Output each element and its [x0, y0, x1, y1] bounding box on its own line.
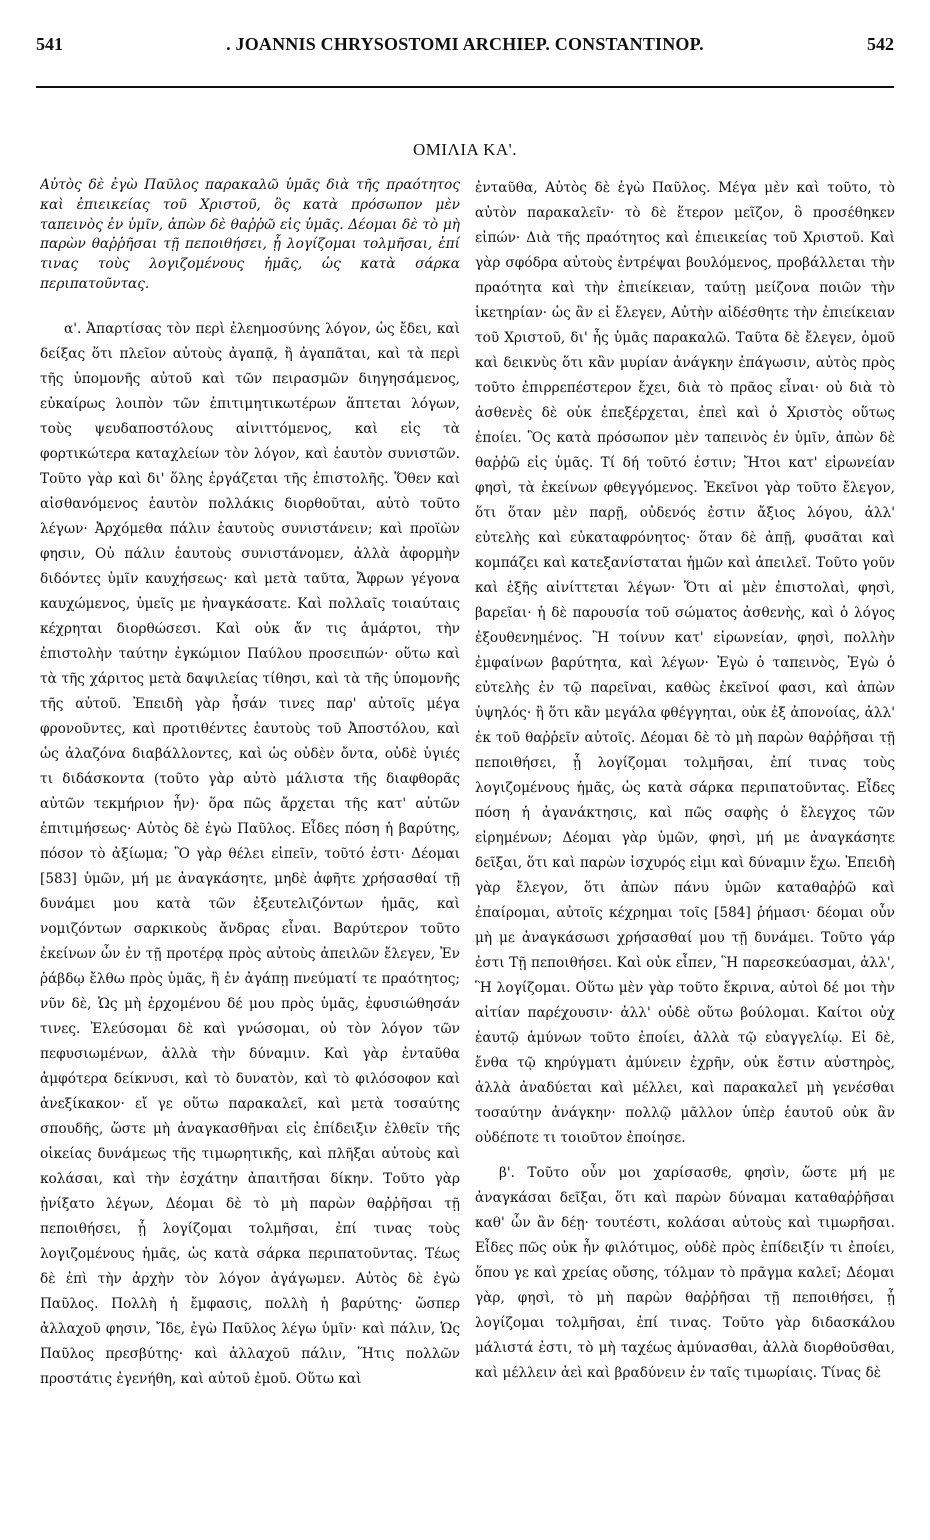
scripture-lemma: Αὐτὸς δὲ ἐγὼ Παῦλος παρακαλῶ ὑμᾶς διὰ τῆς πραότητος καὶ ἐπιεικείας τοῦ Χριστοῦ, ὃς κατὰ πρόσωπον μὲν ταπεινὸς ἐν ὑμῖν, ἀπὼν δὲ θαῤῥῶ εἰς ὑμᾶς. Δέομαι δὲ τὸ μὴ παρὼν θαῤῥῆσαι τῇ πεποιθήσει, ᾗ λογίζομαι τολμῆσαι, ἐπί τινας τοὺς λογιζομένους ἡμᾶς, ὡς κατὰ σάρκα περιπατοῦντας.	[40, 177, 460, 292]
commentary-paragraph: β'. Τοῦτο οὖν μοι χαρίσασθε, φησὶν, ὥστε μή με ἀναγκάσαι δεῖξαι, ὅτι καὶ παρὼν δύναμαι καταθαῤῥῆσαι καθ' ὧν ἂν δέῃ· τουτέστι, κολάσαι αὐτοὺς καὶ τιμωρῆσαι. Εἶδες πῶς οὐκ ἦν φιλότιμος, οὐδὲ πρὸς ἐπίδειξίν τι ἐποίει, ὅπου γε καὶ χρείας οὔσης, τόλμαν τὸ πρᾶγμα καλεῖ; Δέομαι γὰρ, φησὶ, τὸ μὴ παρὼν θαῤῥῆσαι τῇ πεποιθήσει, ᾗ λογίζομαι τολμῆσαι, ἐπί τινας. Τοῦτο γὰρ διδασκάλου μάλιστά ἐστι, τὸ μὴ ταχέως ἀμύνασθαι, ἀλλὰ διορθοῦσθαι, καὶ μέλλειν ἀεὶ καὶ βραδύνειν ἐν ταῖς τιμωρίαις. Τίνας δὲ	[475, 1165, 895, 1381]
commentary-paragraph: α'. Ἀπαρτίσας τὸν περὶ ἐλεημοσύνης λόγον, ὡς ἔδει, καὶ δείξας ὅτι πλεῖον αὐτοὺς ἀγαπᾷ, ἢ ἀγαπᾶται, καὶ τὰ περὶ τῆς ὑπομονῆς αὐτοῦ καὶ τῶν πειρασμῶν διηγησάμενος, εὐκαίρως λοιπὸν τῶν ἐπιτιμητικωτέρων ἅπτεται λόγων, τοὺς ψευδαποστόλους αἰνιττόμενος, καὶ εἰς τὰ φορτικώτερα καταχλείων τὸν λόγον, καὶ ἑαυτὸν συνιστῶν. Τοῦτο γὰρ καὶ δι' ὅλης ἐργάζεται τῆς ἐπιστολῆς. Ὅθεν καὶ αἰσθανόμενος ἑαυτὸν πολλάκις διορθοῦται, αὐτὸ τοῦτο λέγων· Ἀρχόμεθα πάλιν ἑαυτοὺς συνιστάνειν; καὶ προϊὼν φησιν, Οὐ πάλιν ἑαυτοὺς συνιστάνομεν, ἀλλὰ ἀφορμὴν διδόντες ὑμῖν καυχήσεως· καὶ μετὰ ταῦτα, Ἄφρων γέγονα καυχώμενος, ὑμεῖς με ἠναγκάσατε. Καὶ πολλαῖς τοιαύταις κέχρηται διορθώσεσι. Καὶ οὐκ ἄν τις ἁμάρτοι, τὴν ἐπιστολὴν ταύτην ἐγκώμιον Παύλου προσειπών· οὕτω καὶ τὰ τῆς χάριτος μετὰ δαψιλείας τίθησι, καὶ τὰ τῆς ὑπομονῆς τῆς αὐτοῦ. Ἐπειδὴ γὰρ ἦσάν τινες παρ' αὐτοῖς μέγα φρονοῦντες, καὶ προτιθέντες ἑαυτοὺς τοῦ Ἀποστόλου, καὶ ὡς ἀλαζόνα διαβάλλοντες, καὶ ὡς οὐδὲν ὄντα, οὐδὲ ὑγιές τι διδάσκοντα (τοῦτο γὰρ αὐτὸ μάλιστα τῆς διαφθορᾶς αὐτῶν τεκμήριον ἦν)· ὅρα πῶς ἄρχεται τῆς κατ' αὐτῶν ἐπιτιμήσεως· Αὐτὸς δὲ ἐγὼ Παῦλος. Εἶδες πόση ἡ βαρύτης, πόσον τὸ ἀξίωμα; Ὃ γὰρ θέλει εἰπεῖν, τοῦτό ἐστι· Δέομαι [583] ὑμῶν, μή με ἀναγκάσητε, μηδὲ ἀφῆτε χρήσασθαί τῇ δυνάμει μου κατὰ τῶν ἐξευτελιζόντων ἡμᾶς, καὶ νομιζόντων σαρκικοὺς ἄνδρας εἶναι. Βαρύτερον τοῦτο ἐκείνων ὧν ἐν τῇ προτέρᾳ πρὸς αὐτοὺς ἀπειλῶν ἔλεγεν, Ἐν ῥάβδῳ ἔλθω πρὸς ὑμᾶς, ἢ ἐν ἀγάπῃ πνεύματί τε πραότητος; νῦν δὲ, Ὡς μὴ ἐρχομένου δέ μου πρὸς ὑμᾶς, ἐφυσιώθησάν τινες. Ἐλεύσομαι δὲ καὶ γνώσομαι, οὐ τὸν λόγον τῶν πεφυσιωμένων, ἀλλὰ τὴν δύναμιν. Καὶ γὰρ ἐνταῦθα ἀμφότερα δείκνυσι, καὶ τὸ δυνατὸν, καὶ τὸ φιλόσοφον καὶ ἀνεξίκακον· εἴ γε οὕτω παρακαλεῖ, καὶ μετὰ τοσαύτης σπουδῆς, ὥστε μὴ ἀναγκασθῆναι εἰς ἐπίδειξιν ἐλθεῖν τῆς οἰκείας δυνάμεως τῆς τιμωρητικῆς, καὶ πλῆξαι αὐτοὺς καὶ κολάσαι, καὶ τὴν ἐσχάτην ἀπαιτῆσαι δίκην. Τοῦτο γὰρ ᾐνίξατο λέγων, Δέομαι δὲ τὸ μὴ παρὼν θαῤῥῆσαι τῇ πεποιθήσει, ᾗ λογίζομαι τολμῆσαι, ἐπί τινας τοὺς λογιζομένους ἡμᾶς, ὡς κατὰ σάρκα περιπατοῦντας. Τέως δὲ ἐπὶ τὴν ἀρχὴν τὸν λόγον ἀγάγωμεν. Αὐτὸς δὲ ἐγὼ Παῦλος. Πολλὴ ἡ ἔμφασις, πολλὴ ἡ βαρύτης· ὥσπερ ἀλλαχοῦ φησιν, Ἴδε, ἐγὼ Παῦλος λέγω ὑμῖν· καὶ πάλιν, Ὡς Παῦλος πρεσβύτης· καὶ ἀλλαχοῦ πάλιν, Ἥτις πολλῶν προστάτις ἐγενήθη, καὶ αὐτοῦ ἐμοῦ. Οὕτω καὶ	[40, 320, 460, 1387]
commentary-paragraph: ἐνταῦθα, Αὐτὸς δὲ ἐγὼ Παῦλος. Μέγα μὲν καὶ τοῦτο, τὸ αὐτὸν παρακαλεῖν· τὸ δὲ ἕτερον μεῖζον, ὃ προσέθηκεν εἰπών· Διὰ τῆς πραότητος καὶ ἐπιεικείας τοῦ Χριστοῦ. Καὶ γὰρ σφόδρα αὐτοὺς ἐντρέψαι βουλόμενος, προβάλλεται τὴν πραότητα καὶ τὴν ἐπιείκειαν, ταύτῃ μείζονα ποιῶν τὴν ἱκετηρίαν· ὡς ἂν εἰ ἔλεγεν, Αὐτὴν αἰδέσθητε τὴν ἐπιείκειαν τοῦ Χριστοῦ, δι' ἧς ὑμᾶς παρακαλῶ. Ταῦτα δὲ ἔλεγεν, ὁμοῦ καὶ δεικνὺς ὅτι κἂν μυρίαν ἀνάγκην ἐπάγωσιν, αὐτὸς πρὸς τοῦτο ἐπιρρεπέστερον ἔχει, διὰ τὸ πρᾶος εἶναι· οὐ διὰ τὸ ἀσθενὲς δὲ οὐκ ἐπεξέρχεται, ἐπεὶ καὶ ὁ Χριστὸς οὕτως ἐποίει. Ὃς κατὰ πρόσωπον μὲν ταπεινὸς ἐν ὑμῖν, ἀπὼν δὲ θαῤῥῶ εἰς ὑμᾶς. Τί δή τοῦτό ἐστιν; Ἤτοι κατ' εἰρωνείαν φησὶ, τὰ ἐκείνων φθεγγόμενος. Ἐκεῖνοι γὰρ τοῦτο ἔλεγον, ὅτι ὅταν μὲν παρῇ, οὐδενός ἐστιν ἄξιος λόγου, ἀλλ' εὐτελὴς καὶ εὐκαταφρόνητος· ὅταν δὲ ἀπῇ, φυσᾶται καὶ κομπάζει καὶ κατεξανίσταται ἡμῶν καὶ ἀπειλεῖ. Τοῦτο γοῦν καὶ ἑξῆς αἰνίττεται λέγων· Ὅτι αἱ μὲν ἐπιστολαὶ, φησὶ, βαρεῖαι· ἡ δὲ παρουσία τοῦ σώματος ἀσθενὴς, καὶ ὁ λόγος ἐξουθενημένος. Ἢ τοίνυν κατ' εἰρωνείαν, φησὶ, πολλὴν ἐμφαίνων βαρύτητα, καὶ λέγων· Ἐγὼ ὁ ταπεινὸς, Ἐγὼ ὁ εὐτελὴς ἐν τῷ παρεῖναι, καθὼς ἐκεῖνοί φασι, καὶ ἀπὼν ὑψηλός· ἢ ὅτι κἂν μεγάλα φθέγγηται, οὐκ ἐξ ἀπονοίας, ἀλλ' ἐκ τοῦ θαῤῥεῖν αὐτοῖς. Δέομαι δὲ τὸ μὴ παρὼν θαῤῥῆσαι τῇ πεποιθήσει, ᾗ λογίζομαι τολμῆσαι, ἐπί τινας τοὺς λογιζομένους ἡμᾶς, ὡς κατὰ σάρκα περιπατοῦντας. Εἶδες πόση ἡ ἀγανάκτησις, καὶ πῶς σαφὴς ὁ ἔλεγχος τῶν εἰρημένων; Δέομαι γὰρ ὑμῶν, φησὶ, μή με ἀναγκάσητε δεῖξαι, ὅτι καὶ παρὼν ἰσχυρός εἰμι καὶ δύναμιν ἔχω. Ἐπειδὴ γὰρ ἔλεγον, ὅτι ἀπὼν πάνυ ὑμῶν καταθαῤῥῶ καὶ ἐπαίρομαι, αὐτοῖς κέχρημαι τοῖς [584] ῥήμασι· δέομαι οὖν μὴ με ἀναγκάσωσι χρήσασθαί μου τῇ δυνάμει. Τοῦτο γάρ ἐστι Τῇ πεποιθήσει. Καὶ οὐκ εἶπεν, Ἣ παρεσκεύασμαι, ἀλλ', Ἣ λογίζομαι. Οὕτω μὲν γὰρ τοῦτο ἔκρινα, αὐτοὶ δέ μοι τὴν αἰτίαν παρέχουσιν· ἀλλ' οὐδὲ οὕτω βούλομαι. Καίτοι οὐχ ἑαυτῷ ἀμύνων τοῦτο ἐποίει, ἀλλὰ τῷ εὐαγγελίῳ. Εἰ δὲ, ἔνθα τῷ κηρύγματι ἀμύνειν ἐχρῆν, οὐκ ἔστιν αὐστηρὸς, ἀλλὰ ἀναδύεται καὶ μέλλει, καὶ παρακαλεῖ μὴ γενέσθαι τοσαύτην ἀνάγκην· πολλῷ μᾶλλον ὑπὲρ ἑαυτοῦ οὐκ ἂν οὐδέποτε τι τοιοῦτον ἐποίησε.	[475, 180, 895, 1146]
page-number-right: 542	[867, 34, 894, 54]
homily-title: ΟΜΙΛΙΑ ΚΑ'.	[413, 140, 517, 159]
running-header	[36, 34, 894, 58]
page-number-left: 541	[36, 34, 63, 54]
right-column	[475, 176, 895, 1516]
running-title: . JOANNIS CHRYSOSTOMI ARCHIEP. CONSTANTINOP.	[226, 34, 704, 54]
left-column	[40, 176, 460, 1516]
header-rule	[36, 86, 894, 88]
